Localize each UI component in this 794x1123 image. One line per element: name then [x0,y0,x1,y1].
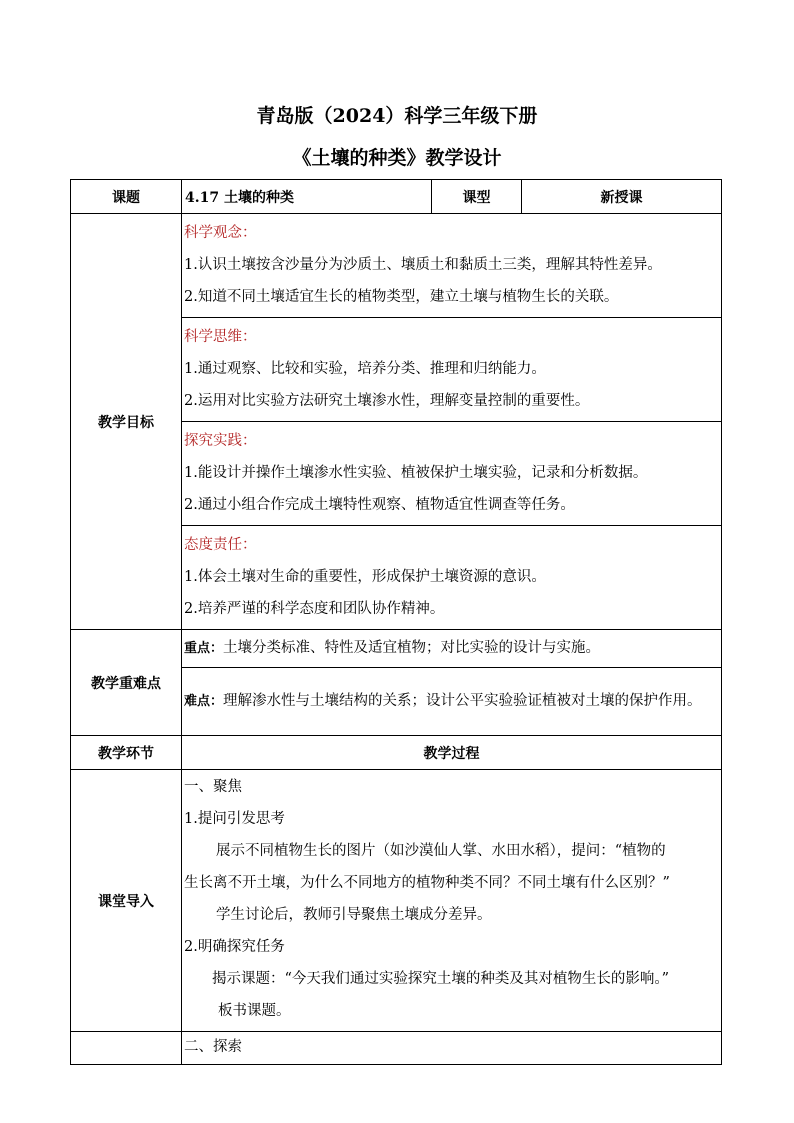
intro-subheading: 2.明确探究任务 [184,939,285,955]
document-title: 青岛版（2024）科学三年级下册 [256,105,538,127]
objective-item: 2.运用对比实验方法研究土壤渗水性，理解变量控制的重要性。 [184,393,590,409]
objective-group-practice [182,422,722,526]
intro-subheading: 1.提问引发思考 [184,811,285,827]
topic-row [71,180,722,214]
objective-item: 1.体会土壤对生命的重要性，形成保护土壤资源的意识。 [184,569,546,585]
key-points-label: 教学重难点 [71,630,182,736]
intro-content [182,770,722,1032]
objective-item: 2.知道不同土壤适宜生长的植物类型，建立土壤与植物生长的关联。 [184,289,619,305]
objective-item: 1.能设计并操作土壤渗水性实验、植被保护土壤实验，记录和分析数据。 [184,465,648,481]
objective-heading: 态度责任： [184,537,257,553]
focus-text: 土壤分类标准、特性及适宜植物；对比实验的设计与实施。 [223,640,601,656]
difficulty-label: 难点： [184,694,224,709]
lesson-plan-table [70,179,722,1065]
intro-label: 课堂导入 [71,770,182,1032]
objective-item: 2.培养严谨的科学态度和团队协作精神。 [184,601,445,617]
intro-paragraph: 揭示课题：“今天我们通过实验探究土壤的种类及其对植物生长的影响。” [212,971,670,987]
document-subtitle: 《土壤的种类》教学设计 [292,147,502,169]
topic-label: 课题 [71,180,182,214]
difficulty-cell [182,668,722,736]
objectives-label: 教学目标 [71,214,182,630]
intro-paragraph: 展示不同植物生长的图片（如沙漠仙人掌、水田水稻），提问：“植物的 [216,843,666,859]
explore-label-cell [71,1032,182,1065]
type-label: 课型 [432,180,522,214]
stage-label: 教学环节 [71,736,182,770]
objective-item: 2.通过小组合作完成土壤特性观察、植物适宜性调查等任务。 [184,497,575,513]
process-label: 教学过程 [182,736,722,770]
objective-item: 1.认识土壤按含沙量分为沙质土、壤质土和黏质土三类，理解其特性差异。 [184,257,662,273]
objective-group-thinking [182,318,722,422]
intro-paragraph: 生长离不开土壤，为什么不同地方的植物种类不同？不同土壤有什么区别？” [184,875,670,891]
explore-section: 二、探索 [182,1032,722,1065]
intro-paragraph: 学生讨论后，教师引导聚焦土壤成分差异。 [216,907,492,923]
objective-heading: 探究实践： [184,433,257,449]
objective-group-attitude [182,526,722,630]
focus-cell [182,630,722,668]
focus-label: 重点： [184,641,224,656]
objective-heading: 科学思维： [184,329,257,345]
intro-paragraph: 板书课题。 [218,1003,291,1019]
intro-section: 一、聚焦 [184,779,242,795]
difficulty-text: 理解渗水性与土壤结构的关系；设计公平实验验证植被对土壤的保护作用。 [223,693,702,709]
objective-group-concept [182,214,722,318]
type-value: 新授课 [522,180,722,214]
objective-item: 1.通过观察、比较和实验，培养分类、推理和归纳能力。 [184,361,546,377]
objective-heading: 科学观念： [184,225,257,241]
topic-value: 4.17 土壤的种类 [182,180,432,214]
